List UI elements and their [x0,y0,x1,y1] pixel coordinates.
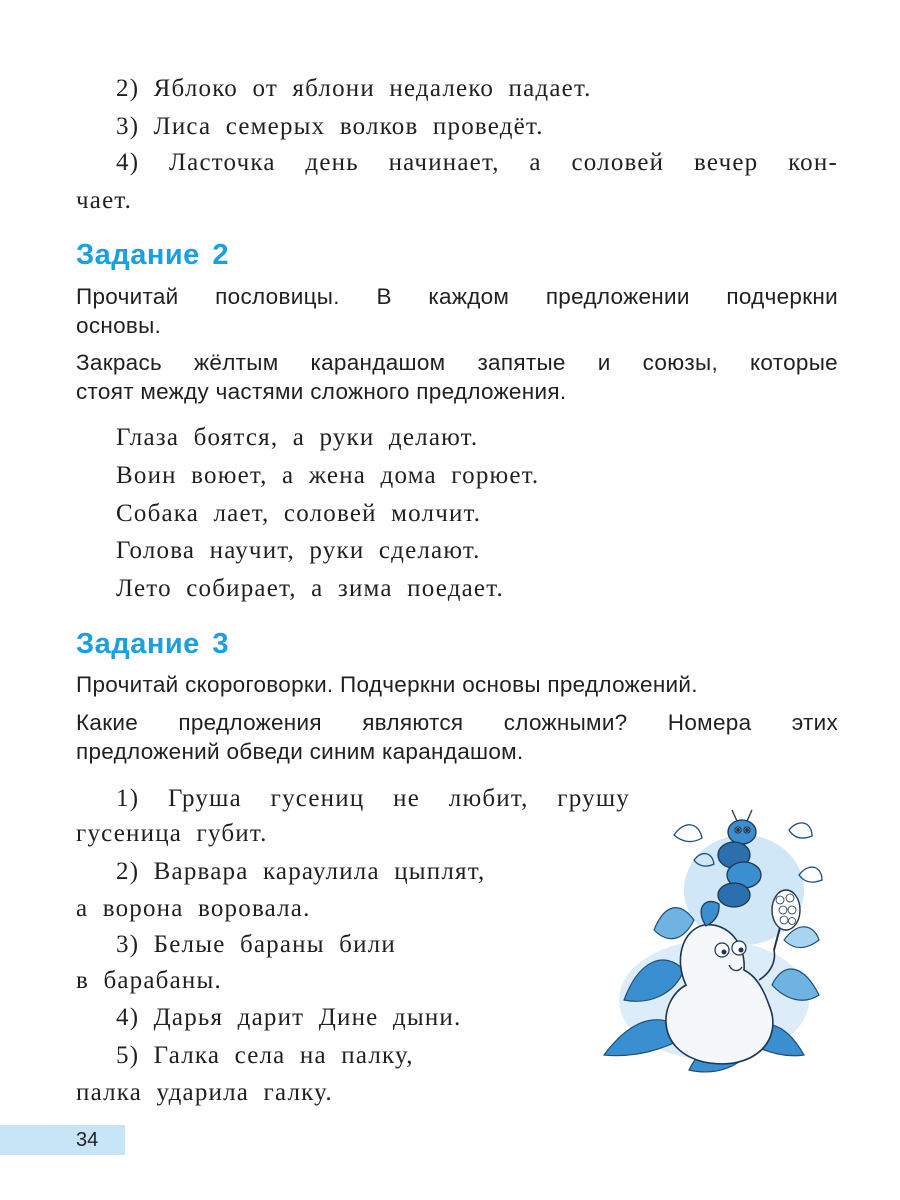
task-3-instruction: предложений обведи синим карандашом. [76,739,524,764]
tongue-twister-line: 5) Галка села на палку, [116,1042,414,1069]
proverb-line: Голова научит, руки сделают. [116,537,481,564]
tongue-twister-line: 1) Груша гусениц не любит, грушу [116,785,630,812]
task-3-instruction: Прочитай скороговорки. Подчеркни основы предложений. [76,672,698,697]
tongue-twister-line: 4) Дарья дарит Дине дыни. [116,1004,462,1031]
pear-and-caterpillar-illustration [594,800,834,1080]
proverb-line: Глаза боятся, а руки делают. [116,424,479,451]
task-2-instruction: Закрась жёлтым карандашом запятые и союзы, которые [76,350,838,375]
tongue-twister-line: в барабаны. [76,967,222,994]
tongue-twister-line: гусеница губит. [76,820,268,847]
list-item: 3) Лиса семерых волков проведёт. [116,113,544,140]
task-2-instruction: Прочитай пословицы. В каждом предложении подчеркни [76,284,838,309]
task-3-heading: Задание 3 [76,628,229,660]
list-item: 2) Яблоко от яблони недалеко падает. [116,75,592,102]
tongue-twister-line: палка ударила галку. [76,1079,333,1106]
task-2-instruction: стоят между частями сложного предложения. [76,379,567,404]
list-item: 4) Ласточка день начинает, а соловей вечер кон- [116,149,838,176]
task-2-heading: Задание 2 [76,239,229,271]
tongue-twister-line: 2) Варвара караулила цыплят, [116,858,486,885]
proverb-line: Собака лает, соловей молчит. [116,500,482,527]
task-2-instruction: основы. [76,313,162,338]
tongue-twister-line: 3) Белые бараны били [116,931,396,958]
task-3-instruction: Какие предложения являются сложными? Номера этих [76,710,838,735]
proverb-line: Лето собирает, а зима поедает. [116,575,504,602]
list-item-continuation: чает. [76,187,133,214]
tongue-twister-line: а ворона воровала. [76,895,311,922]
page-number: 34 [76,1129,99,1151]
proverb-line: Воин воюет, а жена дома горюет. [116,462,540,489]
page-number-bar [0,1125,125,1155]
